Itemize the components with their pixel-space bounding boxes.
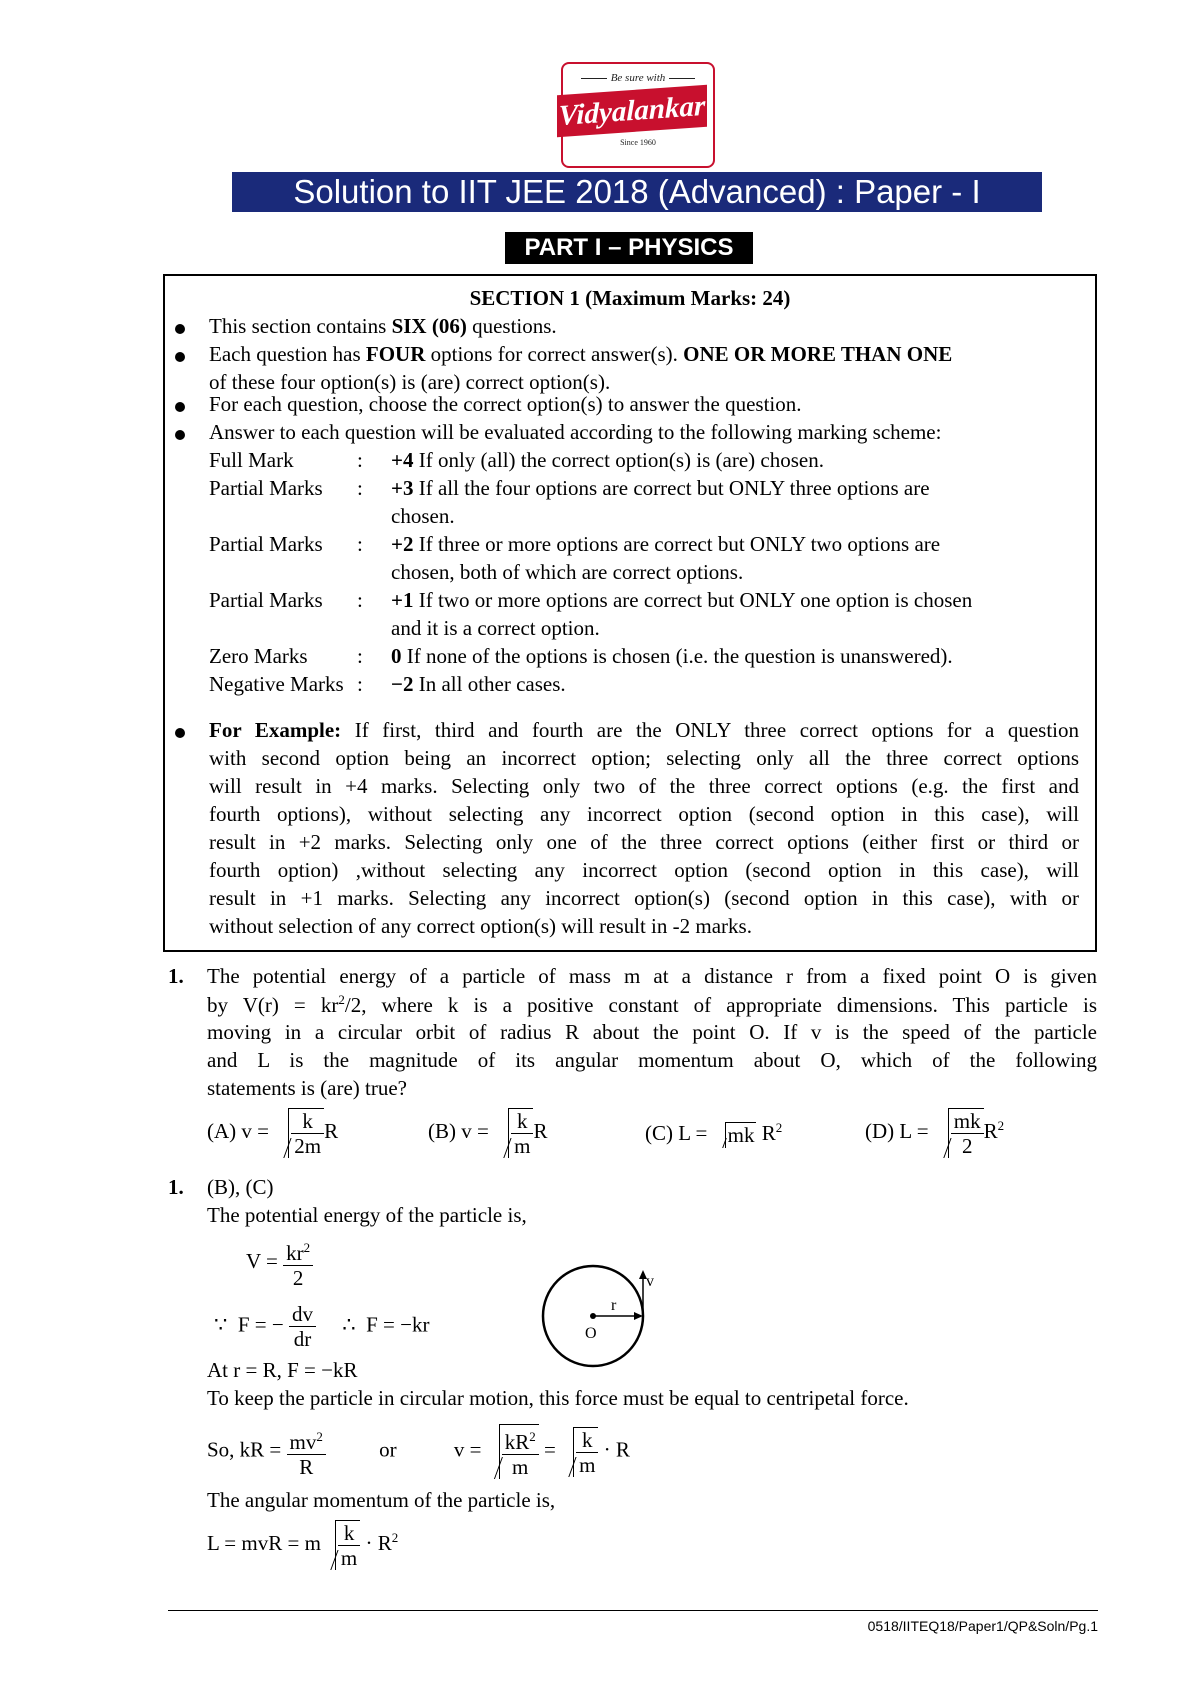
mark-rule: −2 In all other cases. <box>391 672 566 696</box>
question-line: by $V(r) = kr^2/2$, where k is a positive constant of appropriate dimensions. This particle is <box>207 992 1097 1017</box>
mark-rule-cont: and it is a correct option. <box>391 616 600 640</box>
mark-colon: : <box>357 448 363 472</box>
bullet-icon <box>175 352 185 362</box>
mark-colon: : <box>357 532 363 556</box>
mark-rule: 0 If none of the options is chosen (i.e. the question is unanswered). <box>391 644 953 668</box>
example-line: will result in +4 marks. Selecting only two of the three correct options (e.g. the first and <box>209 774 1079 798</box>
example-line: result in +1 marks. Selecting any incorrect option(s) (second option in this case), with or <box>209 886 1079 910</box>
option-a: (A) v = $\frac{k}{2m}$ R <box>207 1109 339 1158</box>
example-line: without selection of any correct option(s) will result in -2 marks. <box>209 914 752 938</box>
bullet-icon <box>175 324 185 334</box>
mark-label: Full Mark <box>209 448 294 472</box>
eq-potential: V = $\frac{kr^2}{2}$ <box>246 1236 313 1290</box>
option-d: (D) L = $\frac{mk}{2}$ $R^2$ <box>865 1109 1005 1158</box>
solution-answer: (B), (C) <box>207 1175 274 1199</box>
mark-label: Negative Marks <box>209 672 344 696</box>
mark-colon: : <box>357 644 363 668</box>
page-footer: 0518/IITEQ18/Paper1/QP&Soln/Pg.1 <box>867 1618 1098 1634</box>
question-line: statements is (are) true? <box>207 1076 407 1100</box>
logo-since: Since 1960 <box>620 138 656 147</box>
bullet-2-line2: of these four option(s) is (are) correct option(s). <box>209 370 611 394</box>
mark-label: Partial Marks <box>209 588 323 612</box>
mark-rule: +3 If all the four options are correct but ONLY three options are <box>391 476 930 500</box>
example-line: result in +2 marks. Selecting only one of the three correct options (either first or third or <box>209 830 1079 854</box>
eq-angular-momentum: L = mvR = m $\frac{k}{m}$ · $R^2$ <box>207 1521 399 1570</box>
example-line: with second option being an incorrect option; selecting only all the three correct options <box>209 746 1079 770</box>
solution-number: 1. <box>168 1175 184 1199</box>
section-instructions-box <box>163 274 1097 952</box>
example-line: fourth options), without selecting any incorrect option (second option in this case), will <box>209 802 1079 826</box>
mark-rule: +2 If three or more options are correct but ONLY two options are <box>391 532 941 556</box>
fig-label-o: O <box>585 1325 597 1342</box>
question-number: 1. <box>168 964 184 988</box>
question-line: and L is the magnitude of its angular momentum about O, which of the following <box>207 1048 1097 1072</box>
section-heading: SECTION 1 (Maximum Marks: 24) <box>469 286 791 310</box>
mark-label: Zero Marks <box>209 644 308 668</box>
logo-tagline: Be sure with <box>563 72 713 84</box>
eq-centripetal: So, kR = $\frac{mv^2}{R}$ or v = $\frac{kR^2}{m}$ = $\frac{k}{m}$ · R <box>207 1424 630 1479</box>
option-b: (B) v = $\frac{k}{m}$ R <box>428 1109 548 1158</box>
circular-orbit-figure <box>535 1260 655 1370</box>
solution-line: At r = R, F = −kR <box>207 1358 358 1382</box>
option-c: (C) L = mk $R^2$ <box>645 1120 783 1148</box>
vidyalankar-logo <box>558 62 715 168</box>
bullet-1: This section contains SIX (06) questions. <box>209 314 557 338</box>
bullet-icon <box>175 728 185 738</box>
mark-label: Partial Marks <box>209 476 323 500</box>
question-line: The potential energy of a particle of mass m at a distance r from a fixed point O is given <box>207 964 1097 988</box>
footer-divider <box>168 1610 1098 1611</box>
mark-rule: +4 If only (all) the correct option(s) is (are) chosen. <box>391 448 824 472</box>
mark-colon: : <box>357 476 363 500</box>
mark-rule-cont: chosen. <box>391 504 455 528</box>
example-line: fourth option) ,without selecting any incorrect option (second option in this case), will <box>209 858 1079 882</box>
bullet-icon <box>175 430 185 440</box>
question-line: moving in a circular orbit of radius R about the point O. If v is the speed of the particle <box>207 1020 1097 1044</box>
solution-line: The potential energy of the particle is, <box>207 1203 527 1227</box>
fig-label-r: r <box>611 1297 617 1314</box>
example-line: For Example: If first, third and fourth are the ONLY three correct options for a question <box>209 718 1079 742</box>
radius-arrow <box>634 1312 643 1320</box>
bullet-4: Answer to each question will be evaluated according to the following marking scheme: <box>209 420 942 444</box>
mark-colon: : <box>357 588 363 612</box>
solution-line: To keep the particle in circular motion, this force must be equal to centripetal force. <box>207 1386 909 1410</box>
mark-colon: : <box>357 672 363 696</box>
fig-label-v: v <box>646 1273 654 1290</box>
bullet-3: For each question, choose the correct option(s) to answer the question. <box>209 392 802 416</box>
logo-brand: Vidyalankar <box>557 85 707 137</box>
mark-rule-cont: chosen, both of which are correct options. <box>391 560 744 584</box>
bullet-2: Each question has FOUR options for correct answer(s). ONE OR MORE THAN ONE <box>209 342 953 366</box>
mark-label: Partial Marks <box>209 532 323 556</box>
eq-force: ∵ F = − $\frac{dv}{dr}$ ∴ F = −kr <box>214 1302 430 1351</box>
mark-rule: +1 If two or more options are correct but ONLY one option is chosen <box>391 588 973 612</box>
solution-line: The angular momentum of the particle is, <box>207 1488 556 1512</box>
part-heading: PART I – PHYSICS <box>505 232 753 264</box>
bullet-icon <box>175 402 185 412</box>
page-title: Solution to IIT JEE 2018 (Advanced) : Paper - I <box>232 172 1042 212</box>
